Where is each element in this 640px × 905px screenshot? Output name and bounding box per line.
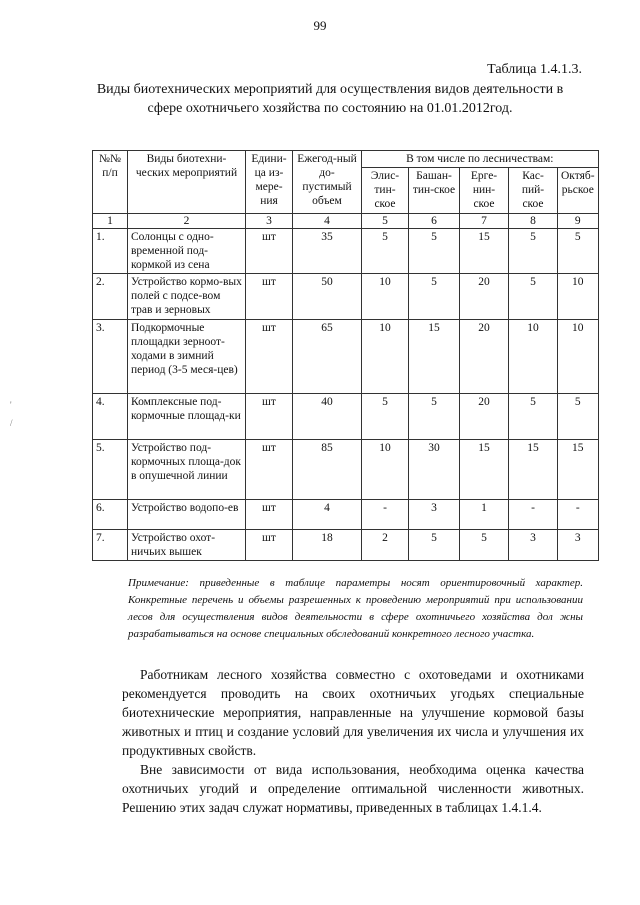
scan-mark: ' bbox=[10, 400, 12, 410]
table-title: Виды биотехнических мероприятий для осуществления видов деятельности в сфере охотничьего хозяйства по состоянию на 01.01.2012год. bbox=[96, 82, 564, 116]
annual-volume: 65 bbox=[293, 320, 362, 394]
header-district: Октяб-рьское bbox=[558, 168, 599, 214]
unit: шт bbox=[246, 274, 293, 320]
district-value: 3 bbox=[409, 500, 460, 530]
biotech-measures-table bbox=[92, 150, 599, 561]
district-value: 10 bbox=[362, 274, 409, 320]
district-value: 5 bbox=[362, 229, 409, 274]
row-number: 1. bbox=[93, 229, 128, 274]
unit: шт bbox=[246, 530, 293, 561]
row-number: 4. bbox=[93, 394, 128, 440]
district-value: 5 bbox=[409, 394, 460, 440]
header-district: Башан-тин-ское bbox=[409, 168, 460, 214]
unit: шт bbox=[246, 229, 293, 274]
district-value: - bbox=[509, 500, 558, 530]
column-number: 5 bbox=[362, 214, 409, 229]
annual-volume: 35 bbox=[293, 229, 362, 274]
table-row bbox=[93, 229, 599, 274]
column-number: 9 bbox=[558, 214, 599, 229]
table-row bbox=[93, 320, 599, 394]
paragraph: Вне зависимости от вида использования, необходима оценка качества охотничьих угодий и определение оптимальной численности животных. Решению этих задач служат нормативы, приведенных в таблицах 1.4.1.4. bbox=[122, 762, 584, 815]
column-number: 7 bbox=[460, 214, 509, 229]
table-row bbox=[93, 394, 599, 440]
district-value: 15 bbox=[409, 320, 460, 394]
paragraph: Работникам лесного хозяйства совместно с охотоведами и охотниками рекомендуется проводить на своих охотничьих угодьях специальные биотехнические мероприятия, направленные на улучшение кормовой базы животных и птиц и создание условий для увеличения их числа и улучшения их продуктивных свойств. bbox=[122, 667, 584, 758]
row-number: 3. bbox=[93, 320, 128, 394]
column-number-row bbox=[93, 214, 599, 229]
district-value: 20 bbox=[460, 320, 509, 394]
unit: шт bbox=[246, 394, 293, 440]
district-value: 5 bbox=[558, 229, 599, 274]
district-value: 20 bbox=[460, 274, 509, 320]
column-number: 3 bbox=[246, 214, 293, 229]
district-value: 5 bbox=[460, 530, 509, 561]
district-value: - bbox=[362, 500, 409, 530]
measure-type: Подкормочные площадки зерноот-ходами в зимний период (3-5 меся-цев) bbox=[128, 320, 246, 394]
district-value: 20 bbox=[460, 394, 509, 440]
district-value: 15 bbox=[558, 440, 599, 500]
column-number: 4 bbox=[293, 214, 362, 229]
header-num: №№ п/п bbox=[93, 151, 128, 214]
header-districts-group: В том числе по лесничествам: bbox=[362, 151, 599, 168]
row-number: 7. bbox=[93, 530, 128, 561]
district-value: 5 bbox=[409, 530, 460, 561]
unit: шт bbox=[246, 440, 293, 500]
unit: шт bbox=[246, 320, 293, 394]
body-text bbox=[122, 665, 584, 817]
district-value: 15 bbox=[509, 440, 558, 500]
column-number: 1 bbox=[93, 214, 128, 229]
measure-type: Устройство под-кормочных площа-док в опушечной линии bbox=[128, 440, 246, 500]
page-number: 99 bbox=[313, 18, 327, 33]
annual-volume: 40 bbox=[293, 394, 362, 440]
table-note: Примечание: приведенные в таблице параметры носят ориентировочный характер. Конкретные перечень и объемы разрешенных к проведению мероприятий при использовании лесов для осуществления видов деятельности в сфере охотничьего хозяйства дол жны разрабатываться на основе специальных обследований конкретного лесного участка. bbox=[128, 577, 583, 640]
column-number: 2 bbox=[128, 214, 246, 229]
measure-type: Устройство водопо-ев bbox=[128, 500, 246, 530]
scan-mark: / bbox=[10, 418, 13, 428]
row-number: 2. bbox=[93, 274, 128, 320]
measure-type: Солонцы с одно-временной под-кормкой из сена bbox=[128, 229, 246, 274]
district-value: 1 bbox=[460, 500, 509, 530]
annual-volume: 85 bbox=[293, 440, 362, 500]
header-district: Кас-пий-ское bbox=[509, 168, 558, 214]
measure-type: Комплексные под-кормочные площад-ки bbox=[128, 394, 246, 440]
district-value: 5 bbox=[509, 229, 558, 274]
header-volume: Ежегод-ный до-пустимый объем bbox=[293, 151, 362, 214]
row-number: 5. bbox=[93, 440, 128, 500]
district-value: 15 bbox=[460, 440, 509, 500]
district-value: 30 bbox=[409, 440, 460, 500]
header-district: Элис-тин-ское bbox=[362, 168, 409, 214]
header-district: Ерге-нин-ское bbox=[460, 168, 509, 214]
district-value: 10 bbox=[362, 440, 409, 500]
annual-volume: 50 bbox=[293, 274, 362, 320]
header-unit: Едини-ца из-мере-ния bbox=[246, 151, 293, 214]
district-value: 5 bbox=[558, 394, 599, 440]
column-number: 6 bbox=[409, 214, 460, 229]
district-value: - bbox=[558, 500, 599, 530]
table-label: Таблица 1.4.1.3. bbox=[487, 62, 582, 77]
district-value: 2 bbox=[362, 530, 409, 561]
measure-type: Устройство кормо-вых полей с подсе-вом трав и зерновых bbox=[128, 274, 246, 320]
district-value: 10 bbox=[509, 320, 558, 394]
district-value: 10 bbox=[558, 274, 599, 320]
district-value: 5 bbox=[509, 394, 558, 440]
district-value: 3 bbox=[558, 530, 599, 561]
district-value: 5 bbox=[409, 274, 460, 320]
table-row bbox=[93, 500, 599, 530]
district-value: 10 bbox=[558, 320, 599, 394]
column-number: 8 bbox=[509, 214, 558, 229]
district-value: 3 bbox=[509, 530, 558, 561]
measure-type: Устройство охот-ничьих вышек bbox=[128, 530, 246, 561]
annual-volume: 4 bbox=[293, 500, 362, 530]
table-row bbox=[93, 440, 599, 500]
row-number: 6. bbox=[93, 500, 128, 530]
annual-volume: 18 bbox=[293, 530, 362, 561]
table-row bbox=[93, 530, 599, 561]
header-type: Виды биотехни-ческих мероприятий bbox=[128, 151, 246, 214]
district-value: 5 bbox=[409, 229, 460, 274]
district-value: 5 bbox=[509, 274, 558, 320]
district-value: 15 bbox=[460, 229, 509, 274]
district-value: 10 bbox=[362, 320, 409, 394]
unit: шт bbox=[246, 500, 293, 530]
district-value: 5 bbox=[362, 394, 409, 440]
table-row bbox=[93, 274, 599, 320]
